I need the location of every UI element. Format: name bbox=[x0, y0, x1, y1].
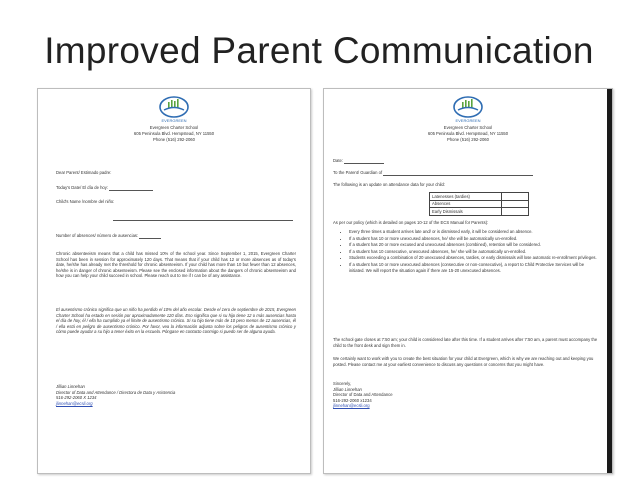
school-logo bbox=[156, 95, 192, 125]
absences-field bbox=[56, 233, 296, 239]
date-blank bbox=[109, 190, 153, 191]
list-item: • Every three times a student arrives late and/ or is dismissed early, it will be considered an absence. bbox=[349, 229, 599, 235]
list-item: • If a student has 10 or more unexcused absences, he/ she will be automatically un-enrolled. bbox=[349, 236, 599, 242]
list-item: • If a student has 10 or more unexcused absences (consecutive or non-consecutive), a report to Child Protective Services will be initiated. We will report the situation again if there are 15-20 unexcused absences. bbox=[349, 262, 599, 273]
table-cell-label: Absences bbox=[430, 200, 502, 208]
closing-paragraph: We certainly want to work with you to create the best situation for your child at Evergreen, which is why we are reaching out and keeping you posted. Please contact me at your earliest convenience to discuss any questions or concerns that you might have. bbox=[333, 356, 594, 367]
table-cell-label: Latenesses (tardies) bbox=[430, 193, 502, 201]
left-sig-email[interactable]: jlinnehan@ecsli.org bbox=[56, 400, 93, 406]
to-field bbox=[333, 170, 593, 176]
attendance-table bbox=[429, 192, 529, 216]
list-item: • If a student has 20 or more excused and unexcused absences (combined), retention will be considered. bbox=[349, 242, 599, 248]
school-name: Evergreen Charter School bbox=[443, 125, 493, 130]
child-name-label: Child's Name /nombre del niño: bbox=[56, 199, 115, 204]
table-cell-value bbox=[502, 208, 529, 216]
closing: Sincerely, bbox=[333, 381, 352, 386]
right-sig-title: Director of Data and Attendance bbox=[333, 392, 393, 398]
school-name: Evergreen Charter School bbox=[149, 125, 199, 130]
logo-text: EVERGREEN bbox=[161, 118, 187, 123]
right-sig-email[interactable]: jlinnehan@ecsli.org bbox=[333, 403, 370, 409]
left-letter-page bbox=[37, 88, 311, 474]
table-row bbox=[430, 200, 529, 208]
table-cell-value bbox=[502, 200, 529, 208]
school-logo bbox=[450, 95, 486, 125]
left-sig-title: Director of Data and Attendance / Directora de Data y Asistencia bbox=[56, 389, 176, 395]
right-sig-phone: 516-292-2060 x1234 bbox=[333, 397, 372, 403]
left-sig-phone: 516-292-2060 X 1234 bbox=[56, 395, 97, 401]
school-address: 605 Peninsula Blvd. Hempstead, NY 11550 bbox=[133, 130, 215, 136]
to-label: To the Parent/ Guardian of bbox=[333, 170, 383, 175]
school-header bbox=[38, 125, 310, 142]
list-item: • If a student has 10 consecutive, unexcused absences, he/ she will be automatically un-enrolled. bbox=[349, 249, 599, 255]
date-label: Date: bbox=[333, 158, 344, 163]
left-signature bbox=[56, 384, 296, 406]
right-sig-name: Jillian Linnehan bbox=[333, 386, 362, 392]
slide-title: Improved Parent Communication bbox=[44, 30, 594, 71]
to-blank bbox=[383, 175, 533, 176]
list-item: • Students exceeding a combination of 20 unexcused absences, tardies, or early dismissals will lose automatic re-enrollment privileges. bbox=[349, 255, 599, 261]
table-row bbox=[430, 208, 529, 216]
right-signature bbox=[333, 381, 593, 409]
paragraph-english: Chronic absenteeism means that a child has missed 10% of the school year. Since September 1, 2015, Evergreen Charter School has been in session for approximately 120 days. That means that if your child has 12 or more absences as of today's date, he/she has already met the threshold for chronic absenteeism. If your child has more than 10 but fewer than 12 absences, he/she is in danger of chronic absenteeism. Please see the enclosed information about the dangers of chronic absenteeism and how you can help your child succeed in school. Please reach out to me if I can be of any assistance. bbox=[56, 251, 296, 279]
table-cell-label: Early Dismissals bbox=[430, 208, 502, 216]
right-letter-page bbox=[323, 88, 613, 474]
school-phone: Phone (516) 292-2060 bbox=[153, 136, 195, 142]
gate-paragraph: The school gate closes at 7:50 am; your child is considered late after this time. If a student arrives after 7:50 am, a parent must accompany the child to the front desk and sign them in. bbox=[333, 337, 598, 348]
school-address: 605 Peninsula Blvd. Hempstead, NY 11550 bbox=[427, 130, 509, 136]
policy-intro: As per our policy (which is detailed on pages 10-12 of the ECS Manual for Parents): bbox=[333, 220, 489, 225]
date-blank bbox=[344, 163, 384, 164]
absences-label: Number of absences/ número de ausencias: bbox=[56, 233, 139, 238]
school-header bbox=[324, 125, 612, 142]
date-label: Today's Date/ El día de hoy: bbox=[56, 185, 109, 190]
paragraph-spanish: El ausentismo crónico significa que un niño ha perdido el 10% del año escolar. Desde el 1ero de septiembre de 2015, Evergreen Charter School ha estado en sesión por aproximadamente 120 días. Eso significa que si su hijo tiene 12 o más ausencias hasta el día de hoy, él / ella ha cumplido ya el límite de ausentismo crónico. Si su hijo tiene más de 10 pero menos de 12 ausencias, él / ella está en peligro de ausentismo crónico. Por favor, vea la información adjunta sobre los peligros de ausentismo crónico y cómo puede ayudar a su hijo a tener éxito en la escuela. Póngase en contacto conmigo si puedo ser de alguna ayuda. bbox=[56, 307, 296, 335]
policy-list bbox=[333, 229, 599, 274]
absences-blank bbox=[139, 238, 161, 239]
child-name-line bbox=[113, 220, 293, 221]
left-sig-name: Jillian Linnehan bbox=[56, 384, 85, 389]
school-phone: Phone (516) 292-2060 bbox=[447, 136, 489, 142]
logo-text: EVERGREEN bbox=[455, 118, 481, 123]
table-cell-value bbox=[502, 193, 529, 201]
table-row bbox=[430, 193, 529, 201]
date-field bbox=[56, 185, 296, 191]
date-field bbox=[333, 158, 593, 164]
intro-text: The following is an update on attendance data for your child: bbox=[333, 182, 445, 187]
greeting: Dear Parent/ Estimado padre: bbox=[56, 170, 112, 175]
